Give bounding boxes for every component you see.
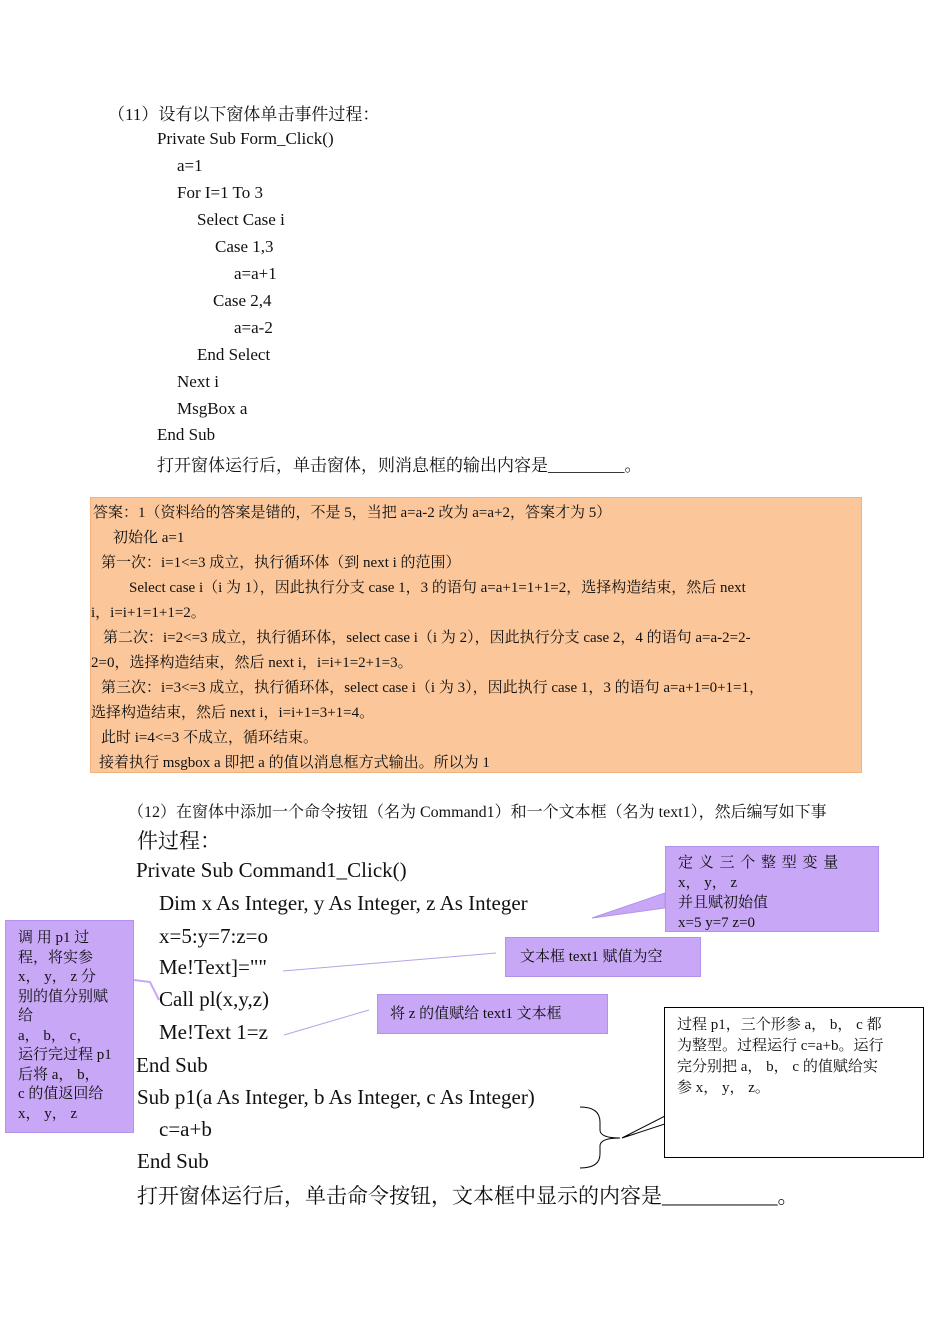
q12-code-line: Me!Text]="" xyxy=(159,955,267,979)
q11-code-line: a=1 xyxy=(177,156,203,175)
answer-line: 初始化 a=1 xyxy=(113,530,185,546)
q12-code-line: Private Sub Command1_Click() xyxy=(136,858,407,882)
callout-line: 过程 p1，三个形参 a， b， c 都 xyxy=(677,1017,882,1033)
answer-line: 接着执行 msgbox a 即把 a 的值以消息框方式输出。所以为 1 xyxy=(99,755,490,771)
q11-code-line: Case 1,3 xyxy=(215,237,274,256)
q11-code-line: Next i xyxy=(177,372,220,391)
callout-line: 给 xyxy=(18,1008,34,1024)
q12-code-line: Me!Text 1=z xyxy=(159,1020,268,1044)
callout-line: 完分别把 a， b， c 的值赋给实 xyxy=(677,1059,878,1075)
q11-code-line: End Select xyxy=(197,345,271,364)
q11-code-line: MsgBox a xyxy=(177,399,248,418)
callout-line: a， b， c， xyxy=(18,1027,92,1044)
callout-call-p1 xyxy=(5,920,134,1133)
q12-code-line: Call pl(x,y,z) xyxy=(159,987,270,1011)
answer-line: 此时 i=4<=3 不成立，循环结束。 xyxy=(101,730,319,746)
q11-code-line: End Sub xyxy=(157,425,216,444)
q12-code-line: End Sub xyxy=(136,1053,208,1077)
q12-title: （12）在窗体中添加一个命令按钮（名为 Command1）和一个文本框（名为 text1），然后编写如下事 xyxy=(128,804,827,821)
answer-line: Select case i（i 为 1），因此执行分支 case 1，3 的语句 a=a+1=1+1=2，选择构造结束，然后 next xyxy=(129,580,746,596)
text-empty-pointer xyxy=(283,953,496,971)
callout-line: x， y， z xyxy=(678,875,738,891)
callout-line: c 的值返回给 xyxy=(18,1086,104,1102)
callout-text-empty: 文本框 text1 赋值为空 xyxy=(505,937,701,977)
q12-code-line: x=5:y=7:z=o xyxy=(159,924,269,948)
callout-line: x， y， z xyxy=(18,1105,78,1122)
answer-line: i，i=i+1=1+1=2。 xyxy=(91,605,206,621)
callout-line: 调 用 p1 过 xyxy=(18,930,90,946)
q12-code-line: Sub p1(a As Integer, b As Integer, c As Integer) xyxy=(137,1085,535,1109)
callout-line: 运行完过程 p1 xyxy=(18,1047,112,1063)
answer-line: 选择构造结束，然后 next i，i=i+1=3+1=4。 xyxy=(91,705,375,721)
answer-line: 答案：1（资料给的答案是错的，不是 5，当把 a=a-2 改为 a=a+2，答案才为 5） xyxy=(93,505,612,521)
callout-line: 参 x， y， z。 xyxy=(677,1080,770,1096)
answer-line: 2=0，选择构造结束，然后 next i，i=i+1=2+1=3。 xyxy=(91,655,413,671)
callout-line: x， y， z 分 xyxy=(18,969,96,985)
answer-line: 第三次：i=3<=3 成立，执行循环体，select case i（i 为 3），因此执行 case 1，3 的语句 a=a+1=0+1=1， xyxy=(101,680,765,696)
callout-line: 定 义 三 个 整 型 变 量 xyxy=(678,855,840,871)
q12-code-line: Dim x As Integer, y As Integer, z As Integer xyxy=(159,891,528,915)
q12-code-line: End Sub xyxy=(137,1149,209,1173)
q11-code-line: Select Case i xyxy=(197,210,285,229)
q11-title: （11）设有以下窗体单击事件过程： xyxy=(108,105,380,124)
callout-line: x=5 y=7 z=0 xyxy=(678,915,756,931)
q12-code-line: c=a+b xyxy=(159,1117,212,1141)
answer-line: 第二次：i=2<=3 成立，执行循环体，select case i（i 为 2），因此执行分支 case 2，4 的语句 a=a-2=2- xyxy=(103,630,751,646)
callout-line: 后将 a， b， xyxy=(18,1066,100,1083)
q11-question: 打开窗体运行后，单击窗体，则消息框的输出内容是_________。 xyxy=(157,456,642,475)
q11-code-line: Private Sub Form_Click() xyxy=(157,129,334,148)
assign-z-pointer xyxy=(284,1010,369,1035)
callout-assign-z: 将 z 的值赋给 text1 文本框 xyxy=(377,994,608,1034)
define-pointer xyxy=(592,893,665,918)
callout-line: 并且赋初始值 xyxy=(678,895,769,911)
callout-procedure-p1 xyxy=(664,1007,924,1158)
callout-line: 别的值分别赋 xyxy=(18,988,109,1005)
callout-define-variables xyxy=(665,846,879,932)
q11-code-line: For I=1 To 3 xyxy=(177,183,264,202)
q12-title-continued: 件过程： xyxy=(137,829,221,853)
brace-icon xyxy=(580,1107,620,1168)
q11-code-line: a=a+1 xyxy=(234,264,277,283)
answer-line: 第一次：i=1<=3 成立，执行循环体（到 next i 的范围） xyxy=(101,555,461,571)
q12-question: 打开窗体运行后，单击命令按钮，文本框中显示的内容是___________。 xyxy=(137,1184,799,1208)
q11-code-line: Case 2,4 xyxy=(213,291,272,310)
callout-line: 为整型。过程运行 c=a+b。运行 xyxy=(677,1038,884,1054)
q11-code-line: a=a-2 xyxy=(234,318,273,337)
call-pointer xyxy=(134,980,159,1000)
callout-line: 程，将实参 xyxy=(18,949,94,966)
